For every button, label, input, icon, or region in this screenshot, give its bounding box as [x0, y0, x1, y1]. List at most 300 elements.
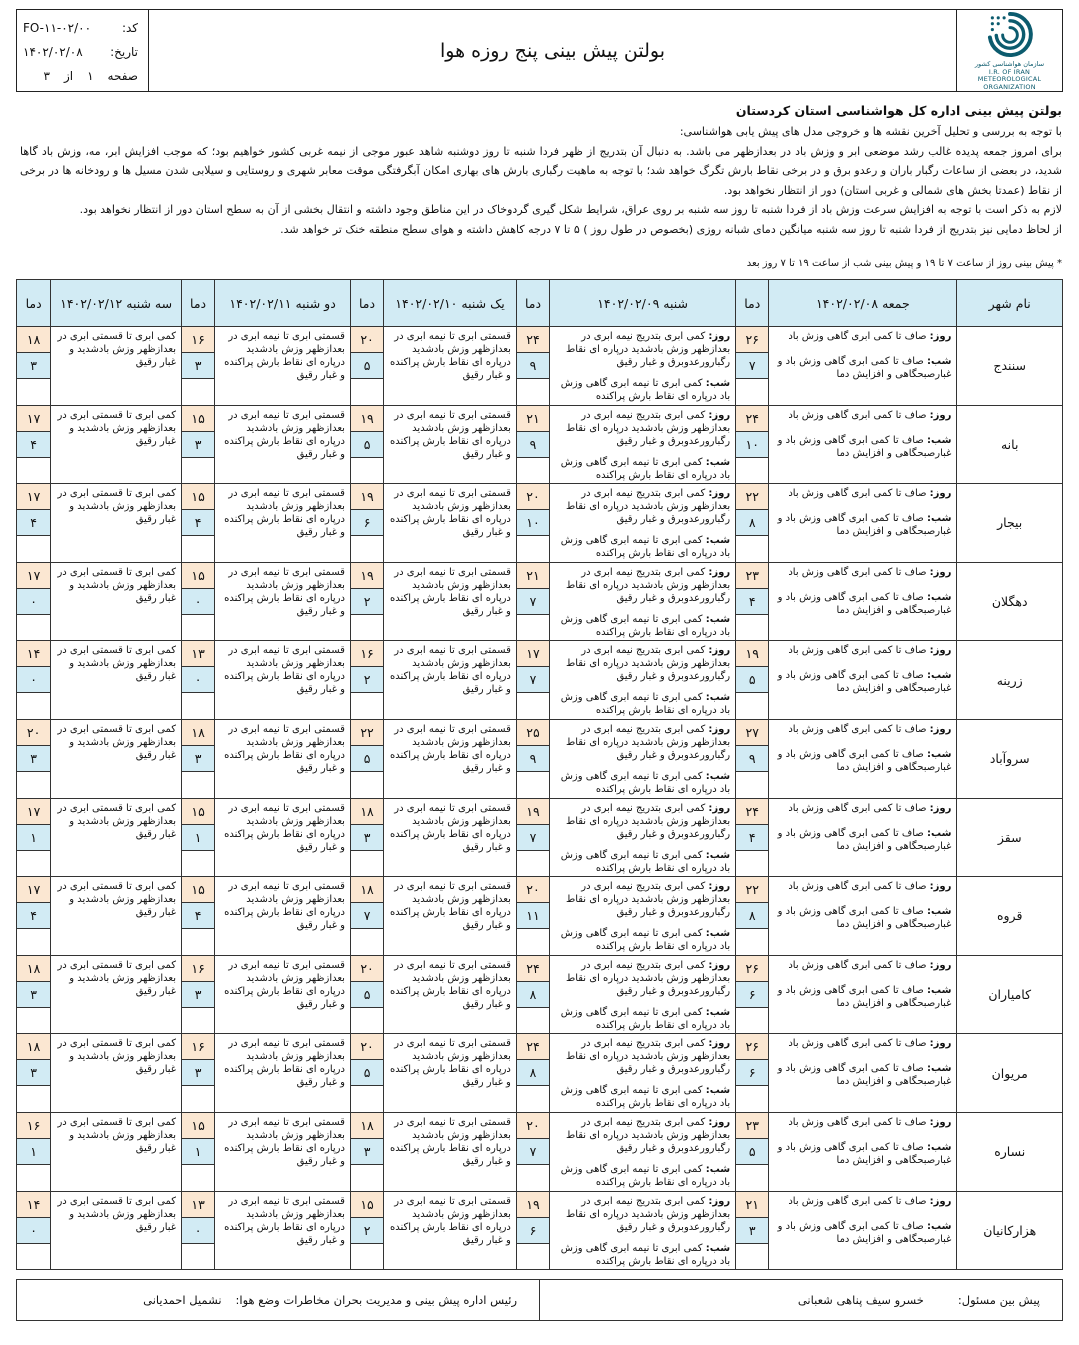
temperature-cell-day-3 — [350, 719, 383, 798]
night-label: شب: — [705, 456, 731, 468]
table-row — [17, 641, 1063, 720]
temperature-cell-day-2 — [516, 877, 549, 956]
forecast-description-day-1 — [769, 955, 957, 1034]
day-text: صاف تا کمی ابری گاهی وزش باد — [788, 802, 927, 814]
forecast-description-day-3 — [384, 798, 517, 877]
night-text: کمی ابری تا نیمه ابری گاهی وزش باد درپاره ای نقاط بارش پراکنده — [560, 456, 731, 481]
signature-footer — [16, 1279, 1063, 1321]
day-forecast — [553, 1037, 730, 1076]
night-forecast — [772, 669, 951, 695]
min-temperature: ۷ — [517, 1139, 549, 1165]
night-forecast — [553, 849, 730, 875]
day-forecast — [772, 566, 951, 579]
temperature-cell-day-5 — [17, 1112, 51, 1191]
forecast-text: کمی ابری تا قسمتی ابری در بعدازظهر وزش بادشدید و غبار رقیق — [57, 1116, 176, 1154]
day-label: روز: — [708, 409, 731, 421]
day-text: کمی ابری بتدریج نیمه ابری در بعدازظهر وزش بادشدید درپاره ای نقاط رگبارورعدوبرق و غبار رقیق — [565, 1038, 731, 1076]
forecast-description-day-5 — [51, 562, 182, 641]
day-text: صاف تا کمی ابری گاهی وزش باد — [788, 331, 927, 342]
day-forecast — [553, 802, 730, 841]
temperature-cell-day-4 — [182, 1034, 215, 1113]
day-forecast — [772, 802, 951, 815]
max-temperature: ۱۷ — [517, 641, 549, 667]
forecast-text: کمی ابری تا قسمتی ابری در بعدازظهر وزش بادشدید و غبار رقیق — [57, 566, 176, 604]
temperature-cell-day-2 — [516, 484, 549, 563]
max-temperature: ۱۷ — [17, 563, 50, 589]
temperature-cell-day-3 — [350, 955, 383, 1034]
temperature-cell-day-2 — [516, 641, 549, 720]
max-temperature: ۱۸ — [17, 327, 50, 353]
forecast-description-day-3 — [384, 1034, 517, 1113]
col-day-1: جمعه ۱۴۰۲/۰۲/۰۸ — [769, 280, 957, 327]
min-temperature: ۳ — [182, 353, 214, 379]
night-forecast — [553, 613, 730, 639]
forecast-text: قسمتی ابری تا نیمه ابری در بعدازظهر وزش بادشدید درپاره ای نقاط بارش پراکنده و غبار رقیق — [224, 723, 345, 774]
min-temperature: ۰ — [182, 1218, 214, 1244]
day-text: صاف تا کمی ابری گاهی وزش باد — [788, 1195, 927, 1207]
night-text: کمی ابری تا نیمه ابری گاهی وزش باد درپاره ای نقاط بارش پراکنده — [560, 928, 731, 953]
col-day-2: شنبه ۱۴۰۲/۰۲/۰۹ — [550, 280, 736, 327]
max-temperature: ۱۸ — [351, 799, 383, 825]
night-text: صاف تا کمی ابری گاهی وزش باد و غبارصبحگاهی و افزایش دما — [777, 827, 952, 852]
day-label: روز: — [929, 1116, 952, 1128]
night-forecast — [772, 434, 951, 460]
forecast-description-day-2 — [550, 562, 736, 641]
night-text: صاف تا کمی ابری گاهی وزش باد و غبارصبحگاهی و افزایش دما — [777, 748, 952, 773]
min-temperature: ۳ — [351, 825, 383, 851]
forecast-description-day-2 — [550, 1112, 736, 1191]
day-forecast — [772, 1116, 951, 1129]
forecast-description-day-1 — [769, 484, 957, 563]
max-temperature: ۱۶ — [182, 327, 214, 353]
forecast-text: قسمتی ابری تا نیمه ابری در بعدازظهر وزش بادشدید درپاره ای نقاط بارش پراکنده و غبار رقیق — [224, 1195, 345, 1246]
night-forecast — [772, 591, 951, 617]
temperature-cell-day-3 — [350, 1191, 383, 1270]
temperature-cell-day-2 — [516, 562, 549, 641]
min-temperature: ۴ — [736, 825, 768, 851]
temperature-cell-day-4 — [182, 484, 215, 563]
night-forecast — [553, 691, 730, 717]
temperature-cell-day-3 — [350, 405, 383, 484]
min-temperature: ۲ — [351, 589, 383, 615]
forecast-description-day-3 — [384, 405, 517, 484]
max-temperature: ۲۵ — [517, 720, 549, 746]
night-forecast — [772, 1062, 951, 1088]
min-temperature: ۵ — [736, 1139, 768, 1165]
forecast-description-day-3 — [384, 562, 517, 641]
col-day-3: یک شنبه ۱۴۰۲/۰۲/۱۰ — [384, 280, 517, 327]
synoptic-summary — [20, 100, 1062, 239]
temperature-cell-day-5 — [17, 1191, 51, 1270]
day-forecast — [553, 1195, 730, 1234]
forecast-text: قسمتی ابری تا نیمه ابری در بعدازظهر وزش بادشدید درپاره ای نقاط بارش پراکنده و غبار رقیق — [224, 566, 345, 617]
min-temperature: ۳ — [17, 746, 50, 772]
temperature-cell-day-3 — [350, 1112, 383, 1191]
summary-paragraph-4: از لحاظ دمایی نیز بتدریج از فردا شنبه تا روز سه شنبه میانگین دمای شبانه روزی (بخصوص در طول روز ) ۵ تا ۷ درجه کاهش داشته و هوای سطح منطقه خنک تر خواهد شد. — [280, 222, 1062, 236]
night-text: صاف تا کمی ابری گاهی وزش باد و غبارصبحگاهی و افزایش دما — [777, 434, 952, 459]
forecast-description-day-1 — [769, 1034, 957, 1113]
temperature-cell-day-2 — [516, 798, 549, 877]
max-temperature: ۱۵ — [182, 1113, 214, 1139]
min-temperature: ۴ — [17, 510, 50, 536]
forecast-text: قسمتی ابری تا نیمه ابری در بعدازظهر وزش بادشدید درپاره ای نقاط بارش پراکنده و غبار رقیق — [390, 645, 511, 696]
max-temperature: ۲۳ — [736, 1113, 768, 1139]
min-temperature: ۶ — [736, 1060, 768, 1086]
day-forecast — [772, 409, 951, 422]
forecast-text: قسمتی ابری تا نیمه ابری در بعدازظهر وزش بادشدید درپاره ای نقاط بارش پراکنده و غبار رقیق — [390, 488, 511, 539]
max-temperature: ۱۸ — [17, 1034, 50, 1060]
temperature-cell-day-2 — [516, 1191, 549, 1270]
min-temperature: ۶ — [517, 1218, 549, 1244]
forecast-text: قسمتی ابری تا نیمه ابری در بعدازظهر وزش بادشدید درپاره ای نقاط بارش پراکنده و غبار رقیق — [224, 488, 345, 539]
min-temperature: ۳ — [351, 1139, 383, 1165]
forecast-text: کمی ابری تا قسمتی ابری در بعدازظهر وزش بادشدید و غبار رقیق — [57, 488, 176, 526]
max-temperature: ۲۰ — [351, 1034, 383, 1060]
temperature-cell-day-2 — [516, 1034, 549, 1113]
forecast-description-day-3 — [384, 877, 517, 956]
day-forecast — [553, 409, 730, 448]
min-temperature: ۹ — [517, 353, 549, 379]
day-label: روز: — [708, 566, 731, 578]
day-forecast — [553, 1116, 730, 1155]
forecast-description-day-2 — [550, 327, 736, 406]
table-row — [17, 719, 1063, 798]
max-temperature: ۱۹ — [351, 484, 383, 510]
night-label: شب: — [705, 1242, 731, 1254]
forecast-description-day-3 — [384, 641, 517, 720]
forecast-text: قسمتی ابری تا نیمه ابری در بعدازظهر وزش بادشدید درپاره ای نقاط بارش پراکنده و غبار رقیق — [390, 1116, 511, 1167]
night-text: کمی ابری تا نیمه ابری گاهی وزش باد درپاره ای نقاط بارش پراکنده — [560, 378, 731, 402]
min-temperature: ۳ — [17, 353, 50, 379]
night-text: کمی ابری تا نیمه ابری گاهی وزش باد درپاره ای نقاط بارش پراکنده — [560, 1163, 731, 1188]
col-temp: دما — [182, 280, 215, 327]
forecast-text: کمی ابری تا قسمتی ابری در بعدازظهر وزش بادشدید و غبار رقیق — [57, 723, 176, 761]
day-text: کمی ابری بتدریج نیمه ابری در بعدازظهر وزش بادشدید درپاره ای نقاط رگبارورعدوبرق و غبار رقیق — [565, 1116, 731, 1154]
temperature-cell-day-1 — [736, 641, 769, 720]
max-temperature: ۱۹ — [517, 1192, 549, 1218]
min-temperature: ۵ — [351, 746, 383, 772]
day-forecast — [772, 880, 951, 893]
night-forecast — [772, 512, 951, 538]
min-temperature: ۷ — [517, 667, 549, 693]
night-text: کمی ابری تا نیمه ابری گاهی وزش باد درپاره ای نقاط بارش پراکنده — [560, 849, 731, 874]
temperature-cell-day-5 — [17, 327, 51, 406]
min-temperature: ۳ — [17, 1060, 50, 1086]
temperature-cell-day-1 — [736, 719, 769, 798]
night-label: شب: — [926, 513, 952, 525]
temperature-cell-day-1 — [736, 1034, 769, 1113]
max-temperature: ۱۴ — [17, 641, 50, 667]
table-row — [17, 484, 1063, 563]
forecast-description-day-5 — [51, 327, 182, 406]
forecast-text: کمی ابری تا قسمتی ابری در بعدازظهر وزش بادشدید و غبار رقیق — [57, 1038, 176, 1076]
min-temperature: ۱۰ — [517, 510, 549, 536]
page-number: ۱ — [87, 69, 94, 83]
max-temperature: ۲۰ — [17, 720, 50, 746]
night-label: شب: — [926, 827, 952, 839]
forecast-description-day-2 — [550, 798, 736, 877]
day-forecast — [772, 644, 951, 657]
max-temperature: ۲۴ — [517, 956, 549, 982]
max-temperature: ۲۴ — [517, 327, 549, 353]
max-temperature: ۱۹ — [517, 799, 549, 825]
day-label: روز: — [708, 645, 731, 657]
night-label: شب: — [705, 849, 731, 861]
min-temperature: ۷ — [517, 825, 549, 851]
day-forecast — [772, 723, 951, 736]
max-temperature: ۱۸ — [17, 956, 50, 982]
min-temperature: ۰ — [182, 667, 214, 693]
night-forecast — [553, 1084, 730, 1110]
night-text: کمی ابری تا نیمه ابری گاهی وزش باد درپاره ای نقاط بارش پراکنده — [560, 1242, 731, 1267]
chief-label: رئیس اداره پیش بینی و مدیریت بحران مخاطرات وضع هوا: — [235, 1293, 517, 1307]
night-forecast — [553, 1006, 730, 1032]
max-temperature: ۱۷ — [17, 406, 50, 432]
temperature-cell-day-3 — [350, 641, 383, 720]
night-label: شب: — [926, 591, 952, 603]
temperature-cell-day-5 — [17, 719, 51, 798]
forecast-text: قسمتی ابری تا نیمه ابری در بعدازظهر وزش بادشدید درپاره ای نقاط بارش پراکنده و غبار رقیق — [390, 723, 511, 774]
city-name: قروه — [957, 877, 1063, 956]
city-name: سقز — [957, 798, 1063, 877]
temperature-cell-day-3 — [350, 877, 383, 956]
min-temperature: ۴ — [736, 589, 768, 615]
forecast-description-day-3 — [384, 484, 517, 563]
max-temperature: ۱۷ — [17, 877, 50, 903]
forecast-text: قسمتی ابری تا نیمه ابری در بعدازظهر وزش بادشدید درپاره ای نقاط بارش پراکنده و غبار رقیق — [224, 959, 345, 1010]
forecast-text: کمی ابری تا قسمتی ابری در بعدازظهر وزش بادشدید و غبار رقیق — [57, 881, 176, 919]
night-label: شب: — [926, 434, 952, 446]
temperature-cell-day-1 — [736, 1191, 769, 1270]
max-temperature: ۱۸ — [351, 1113, 383, 1139]
temperature-cell-day-1 — [736, 877, 769, 956]
code-value: FO-۱۱-۰۲/۰۰ — [23, 21, 92, 35]
forecast-description-day-2 — [550, 1191, 736, 1270]
temperature-cell-day-3 — [350, 484, 383, 563]
table-row — [17, 405, 1063, 484]
city-name: هزارکانیان — [957, 1191, 1063, 1270]
night-text: کمی ابری تا نیمه ابری گاهی وزش باد درپاره ای نقاط بارش پراکنده — [560, 535, 731, 560]
temperature-cell-day-4 — [182, 719, 215, 798]
night-text: صاف تا کمی ابری گاهی وزش باد و غبارصبحگاهی و افزایش دما — [777, 984, 952, 1009]
min-temperature: ۴ — [182, 510, 214, 536]
temperature-cell-day-2 — [516, 719, 549, 798]
city-name: دهگلان — [957, 562, 1063, 641]
max-temperature: ۲۰ — [517, 484, 549, 510]
night-text: صاف تا کمی ابری گاهی وزش باد و غبارصبحگاهی و افزایش دما — [777, 1141, 952, 1166]
temperature-cell-day-5 — [17, 405, 51, 484]
forecaster-label: پیش بین مسئول: — [957, 1293, 1040, 1307]
max-temperature: ۱۵ — [182, 484, 214, 510]
temperature-cell-day-4 — [182, 405, 215, 484]
night-label: شب: — [926, 670, 952, 682]
max-temperature: ۲۴ — [517, 1034, 549, 1060]
col-temp: دما — [736, 280, 769, 327]
night-forecast — [553, 770, 730, 796]
table-header-row — [17, 280, 1063, 327]
max-temperature: ۱۶ — [182, 1034, 214, 1060]
night-forecast — [772, 1220, 951, 1246]
min-temperature: ۷ — [351, 903, 383, 929]
min-temperature: ۱۰ — [736, 432, 768, 458]
forecast-description-day-1 — [769, 641, 957, 720]
min-temperature: ۰ — [182, 589, 214, 615]
night-label: شب: — [926, 1141, 952, 1153]
max-temperature: ۱۳ — [182, 641, 214, 667]
min-temperature: ۵ — [351, 982, 383, 1008]
day-label: روز: — [708, 1116, 731, 1128]
night-forecast — [772, 748, 951, 774]
day-text: صاف تا کمی ابری گاهی وزش باد — [788, 409, 927, 421]
forecast-text: کمی ابری تا قسمتی ابری در بعدازظهر وزش بادشدید و غبار رقیق — [57, 959, 176, 997]
temperature-cell-day-1 — [736, 1112, 769, 1191]
night-forecast — [553, 927, 730, 953]
day-label: روز: — [929, 959, 952, 971]
forecast-text: قسمتی ابری تا نیمه ابری در بعدازظهر وزش بادشدید درپاره ای نقاط بارش پراکنده و غبار رقیق — [224, 1116, 345, 1167]
max-temperature: ۲۲ — [736, 877, 768, 903]
forecast-description-day-2 — [550, 641, 736, 720]
temperature-cell-day-1 — [736, 562, 769, 641]
max-temperature: ۲۱ — [517, 563, 549, 589]
day-text: کمی ابری بتدریج نیمه ابری در بعدازظهر وزش بادشدید درپاره ای نقاط رگبارورعدوبرق و غبار رقیق — [565, 802, 731, 840]
night-forecast — [772, 827, 951, 853]
max-temperature: ۱۹ — [351, 406, 383, 432]
forecast-text: قسمتی ابری تا نیمه ابری در بعدازظهر وزش بادشدید درپاره ای نقاط بارش پراکنده و غبار رقیق — [390, 331, 511, 381]
min-temperature: ۹ — [517, 432, 549, 458]
min-temperature: ۳ — [182, 982, 214, 1008]
night-label: شب: — [926, 1220, 952, 1232]
max-temperature: ۱۹ — [736, 641, 768, 667]
day-text: صاف تا کمی ابری گاهی وزش باد — [788, 959, 927, 971]
temperature-cell-day-1 — [736, 955, 769, 1034]
max-temperature: ۲۷ — [736, 720, 768, 746]
day-label: روز: — [929, 881, 952, 893]
min-temperature: ۲ — [351, 1218, 383, 1244]
temperature-cell-day-3 — [350, 798, 383, 877]
forecast-text: قسمتی ابری تا نیمه ابری در بعدازظهر وزش بادشدید درپاره ای نقاط بارش پراکنده و غبار رقیق — [224, 331, 345, 381]
col-day-4: دو شنبه ۱۴۰۲/۰۲/۱۱ — [215, 280, 351, 327]
forecast-description-day-4 — [215, 405, 351, 484]
forecast-description-day-3 — [384, 719, 517, 798]
city-name: زرینه — [957, 641, 1063, 720]
night-text: کمی ابری تا نیمه ابری گاهی وزش باد درپاره ای نقاط بارش پراکنده — [560, 1006, 731, 1031]
temperature-cell-day-3 — [350, 327, 383, 406]
forecast-text: قسمتی ابری تا نیمه ابری در بعدازظهر وزش بادشدید درپاره ای نقاط بارش پراکنده و غبار رقیق — [390, 959, 511, 1010]
day-text: کمی ابری بتدریج نیمه ابری در بعدازظهر وزش بادشدید درپاره ای نقاط رگبارورعدوبرق و غبار رقیق — [565, 723, 731, 761]
day-label: روز: — [929, 1195, 952, 1207]
day-text: صاف تا کمی ابری گاهی وزش باد — [788, 723, 927, 735]
forecast-description-day-5 — [51, 719, 182, 798]
night-label: شب: — [705, 770, 731, 782]
day-text: کمی ابری بتدریج نیمه ابری در بعدازظهر وزش بادشدید درپاره ای نقاط رگبارورعدوبرق و غبار رقیق — [565, 409, 731, 447]
day-text: صاف تا کمی ابری گاهی وزش باد — [788, 566, 927, 578]
night-forecast — [553, 456, 730, 482]
night-text: کمی ابری تا نیمه ابری گاهی وزش باد درپاره ای نقاط بارش پراکنده — [560, 692, 731, 717]
forecast-text: کمی ابری تا قسمتی ابری در بعدازظهر وزش بادشدید و غبار رقیق — [57, 409, 176, 447]
forecast-description-day-4 — [215, 877, 351, 956]
max-temperature: ۲۰ — [517, 1113, 549, 1139]
temperature-cell-day-4 — [182, 955, 215, 1034]
forecaster-name: خسرو سیف پناهی شعبانی — [797, 1293, 924, 1307]
forecast-text: کمی ابری تا قسمتی ابری در بعدازظهر وزش بادشدید و غبار رقیق — [57, 645, 176, 683]
table-row — [17, 1112, 1063, 1191]
day-label: روز: — [708, 959, 731, 971]
forecast-text: قسمتی ابری تا نیمه ابری در بعدازظهر وزش بادشدید درپاره ای نقاط بارش پراکنده و غبار رقیق — [224, 409, 345, 460]
min-temperature: ۱ — [17, 1139, 50, 1165]
chief-name: نشمیل احمدیانی — [143, 1293, 222, 1307]
max-temperature: ۱۵ — [182, 877, 214, 903]
night-text: صاف تا کمی ابری گاهی وزش باد و غبارصبحگاهی و افزایش دما — [777, 1063, 952, 1088]
night-label: شب: — [705, 928, 731, 940]
forecast-description-day-4 — [215, 641, 351, 720]
night-label: شب: — [705, 378, 731, 389]
forecast-description-day-4 — [215, 327, 351, 406]
min-temperature: ۴ — [17, 903, 50, 929]
forecast-description-day-2 — [550, 484, 736, 563]
max-temperature: ۱۴ — [17, 1192, 50, 1218]
forecast-description-day-5 — [51, 955, 182, 1034]
day-text: کمی ابری بتدریج نیمه ابری در بعدازظهر وزش بادشدید درپاره ای نقاط رگبارورعدوبرق و غبار رقیق — [565, 566, 731, 604]
day-text: کمی ابری بتدریج نیمه ابری در بعدازظهر وزش بادشدید درپاره ای نقاط رگبارورعدوبرق و غبار رقیق — [565, 645, 731, 683]
max-temperature: ۲۶ — [736, 327, 768, 353]
night-forecast — [772, 984, 951, 1010]
day-text: صاف تا کمی ابری گاهی وزش باد — [788, 881, 927, 893]
city-name: بانه — [957, 405, 1063, 484]
min-temperature: ۰ — [17, 667, 50, 693]
night-forecast — [553, 1242, 730, 1268]
city-name: کامیاران — [957, 955, 1063, 1034]
forecast-description-day-3 — [384, 1191, 517, 1270]
forecast-text: قسمتی ابری تا نیمه ابری در بعدازظهر وزش بادشدید درپاره ای نقاط بارش پراکنده و غبار رقیق — [390, 409, 511, 460]
forecast-description-day-5 — [51, 484, 182, 563]
forecast-description-day-3 — [384, 1112, 517, 1191]
summary-paragraph-1: با توجه به بررسی و تحلیل آخرین نقشه ها و خروجی مدل های پیش یابی هواشناسی: — [679, 125, 1062, 138]
night-forecast — [772, 1141, 951, 1167]
day-forecast — [772, 487, 951, 500]
day-forecast — [553, 487, 730, 526]
min-temperature: ۳ — [182, 432, 214, 458]
forecast-description-day-4 — [215, 719, 351, 798]
forecast-description-day-4 — [215, 1034, 351, 1113]
max-temperature: ۱۵ — [351, 1192, 383, 1218]
max-temperature: ۲۶ — [736, 956, 768, 982]
temperature-cell-day-3 — [350, 562, 383, 641]
temperature-cell-day-1 — [736, 484, 769, 563]
max-temperature: ۲۴ — [736, 406, 768, 432]
forecast-description-day-1 — [769, 562, 957, 641]
day-forecast — [553, 959, 730, 998]
page-of: از — [63, 69, 74, 83]
max-temperature: ۱۹ — [351, 563, 383, 589]
day-text: کمی ابری بتدریج نیمه ابری در بعدازظهر وزش بادشدید درپاره ای نقاط رگبارورعدوبرق و غبار رقیق — [565, 488, 731, 526]
min-temperature: ۵ — [351, 353, 383, 379]
night-label: شب: — [705, 535, 731, 547]
day-label: روز: — [708, 1195, 731, 1207]
max-temperature: ۱۶ — [351, 641, 383, 667]
night-forecast — [553, 534, 730, 560]
max-temperature: ۱۶ — [182, 956, 214, 982]
temperature-cell-day-4 — [182, 327, 215, 406]
temperature-cell-day-2 — [516, 327, 549, 406]
table-row — [17, 562, 1063, 641]
forecast-description-day-1 — [769, 719, 957, 798]
code-label: کد: — [121, 21, 138, 35]
forecast-description-day-5 — [51, 405, 182, 484]
night-label: شب: — [926, 1063, 952, 1075]
logo-caption: سازمان هواشناسی کشور I.R. OF IRAN METEOROLOGICAL ORGANIZATION — [974, 60, 1045, 91]
min-temperature: ۳ — [182, 1060, 214, 1086]
max-temperature: ۲۰ — [351, 327, 383, 353]
